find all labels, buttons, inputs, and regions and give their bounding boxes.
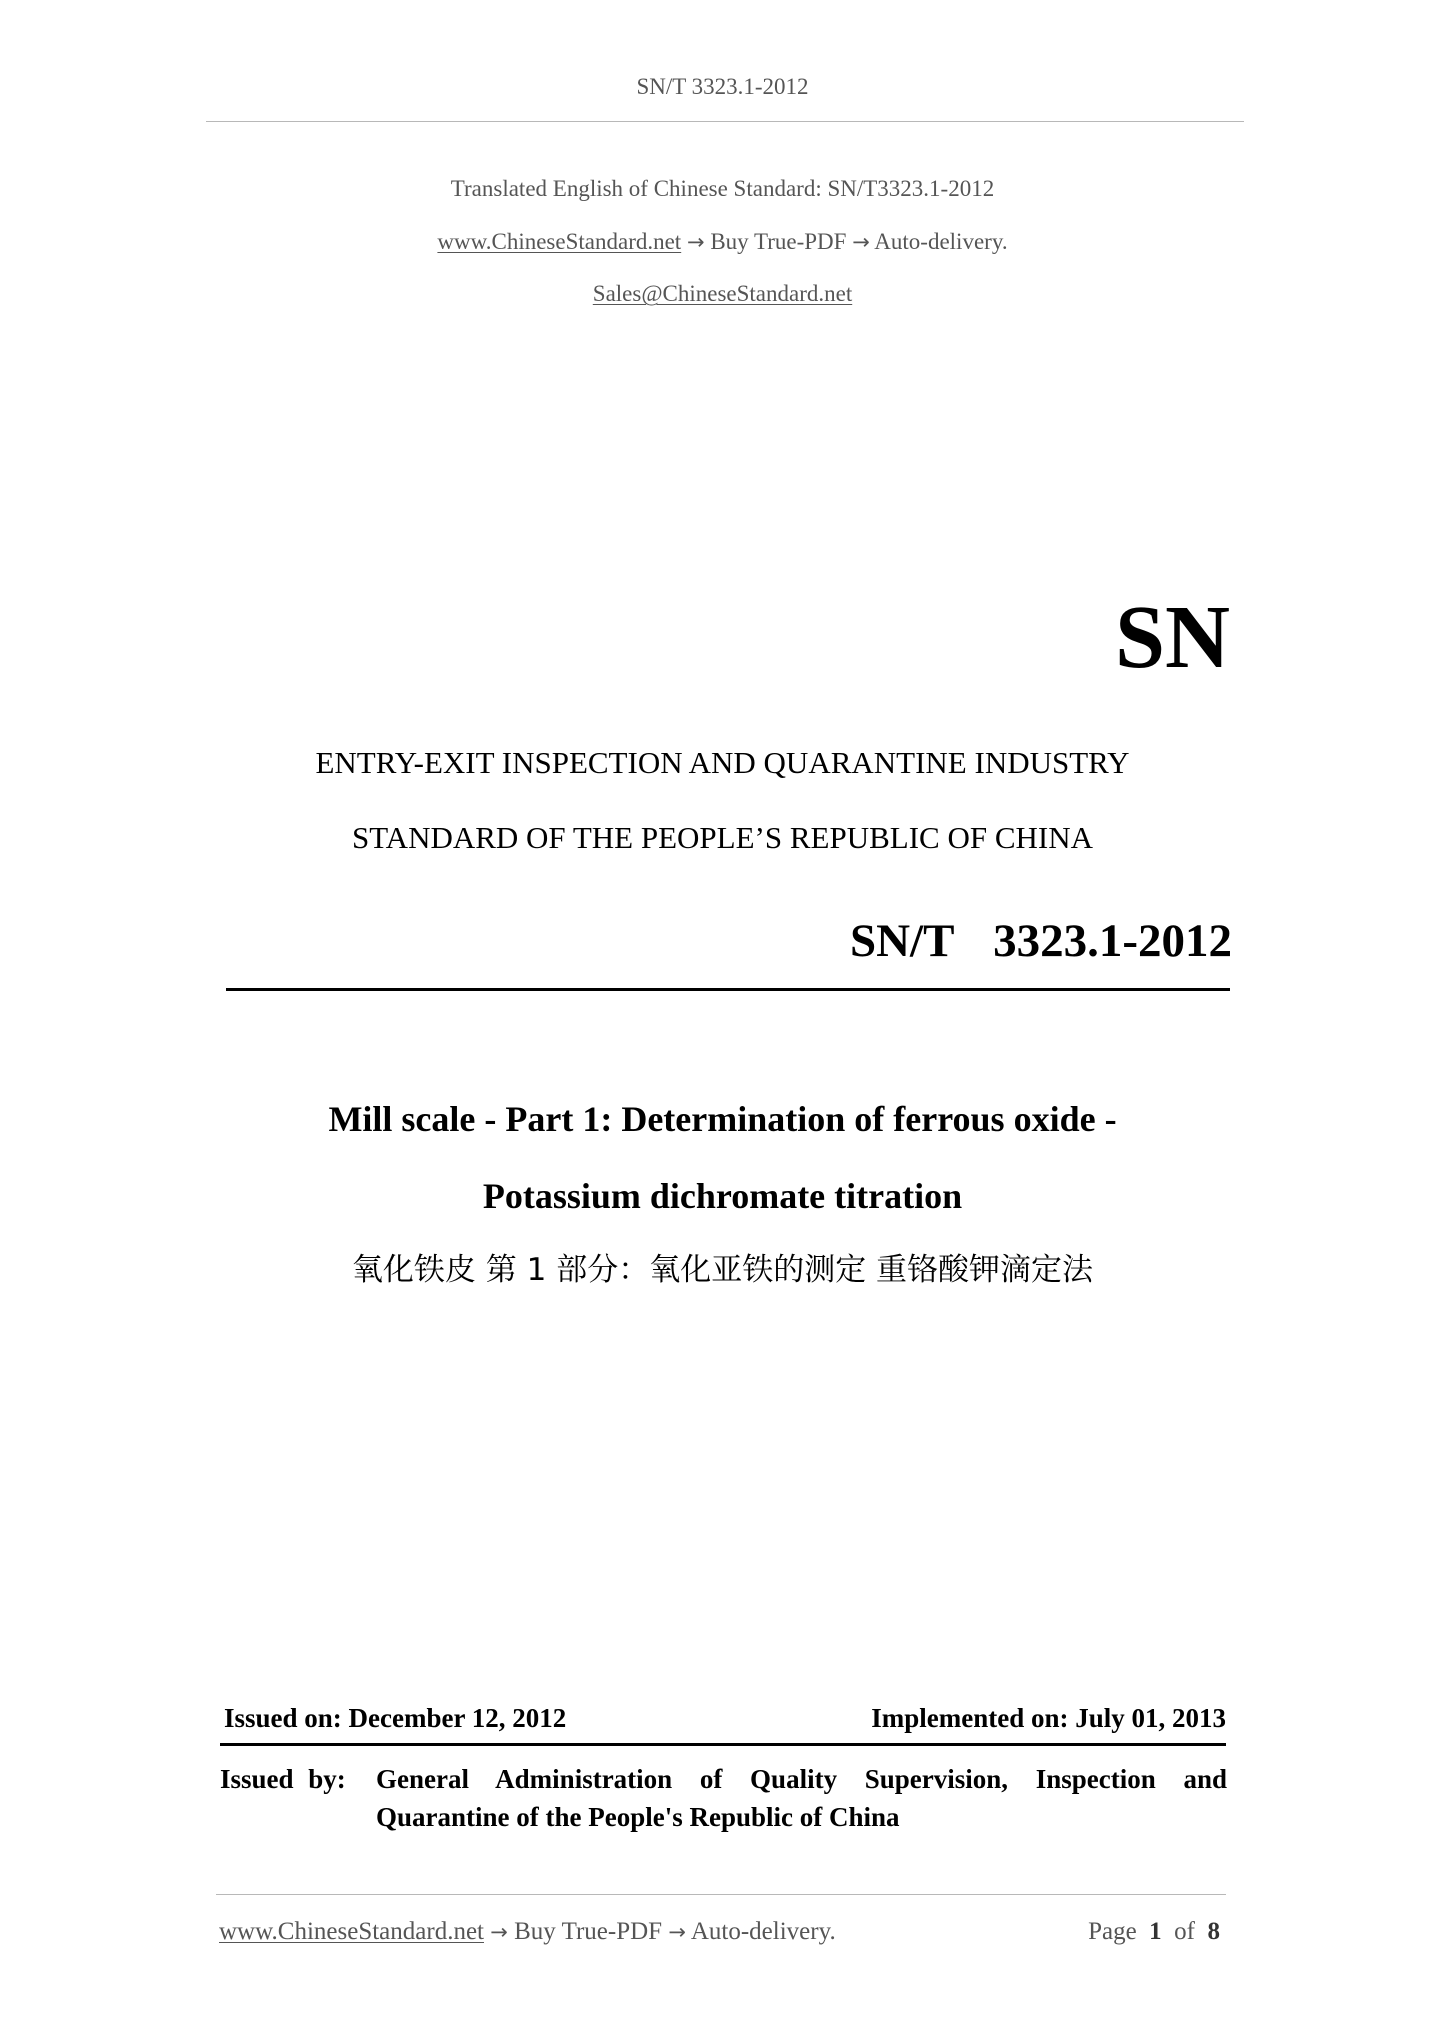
standard-number: SN/T 3323.1-2012 xyxy=(849,915,1232,967)
page-total: 8 xyxy=(1207,1918,1220,1945)
issued-on-date: Issued on: December 12, 2012 xyxy=(224,1703,567,1733)
title-english-line-2: Potassium dichromate titration xyxy=(482,1176,963,1216)
industry-line-1: ENTRY-EXIT INSPECTION AND QUARANTINE INDUSTRY xyxy=(315,745,1130,780)
right-arrow-icon: → xyxy=(490,1920,508,1944)
right-arrow-icon: → xyxy=(852,230,870,254)
promo-email-line xyxy=(0,280,1445,308)
footer-site-link[interactable]: www.ChineseStandard.net xyxy=(219,1918,484,1945)
page-label: Page xyxy=(1088,1918,1137,1945)
sales-email-link[interactable]: Sales@ChineseStandard.net xyxy=(592,281,853,306)
issued-by-label: Issued by: xyxy=(220,1764,346,1794)
footer-buy-text: Buy True-PDF xyxy=(514,1918,663,1945)
issuing-authority-line-1: General Administration of Quality Supervision, Inspection and xyxy=(376,1764,1227,1794)
standard-number-rule xyxy=(226,988,1230,991)
dates-rule xyxy=(220,1743,1226,1746)
site-link[interactable]: www.ChineseStandard.net xyxy=(437,229,682,254)
auto-delivery-text: Auto-delivery. xyxy=(874,229,1008,254)
implemented-on-date: Implemented on: July 01, 2013 xyxy=(871,1703,1226,1733)
buy-true-pdf-text: Buy True-PDF xyxy=(710,229,847,254)
title-english-line-1: Mill scale - Part 1: Determination of ferrous oxide - xyxy=(328,1099,1117,1139)
footer-delivery-text: Auto-delivery. xyxy=(690,1918,836,1945)
header-divider xyxy=(206,121,1244,122)
title-chinese: 氧化铁皮 第 1 部分：氧化亚铁的测定 重铬酸钾滴定法 xyxy=(351,1252,1094,1288)
footer-purchase-line xyxy=(219,1917,836,1947)
issuing-authority-line-2: Quarantine of the People's Republic of China xyxy=(376,1802,900,1832)
industry-line-2: STANDARD OF THE PEOPLE’S REPUBLIC OF CHINA xyxy=(351,820,1094,855)
right-arrow-icon: → xyxy=(686,230,705,254)
header-standard-code: SN/T 3323.1-2012 xyxy=(636,74,809,99)
footer-divider xyxy=(216,1894,1226,1895)
of-label: of xyxy=(1174,1918,1195,1945)
promo-translation-line: Translated English of Chinese Standard: SN/T3323.1-2012 xyxy=(450,176,995,201)
promo-purchase-line xyxy=(0,228,1445,256)
sn-standard-mark: SN xyxy=(1114,588,1230,687)
page-number: 1 xyxy=(1149,1918,1162,1945)
right-arrow-icon: → xyxy=(668,1920,686,1944)
page-indicator xyxy=(1088,1917,1220,1947)
